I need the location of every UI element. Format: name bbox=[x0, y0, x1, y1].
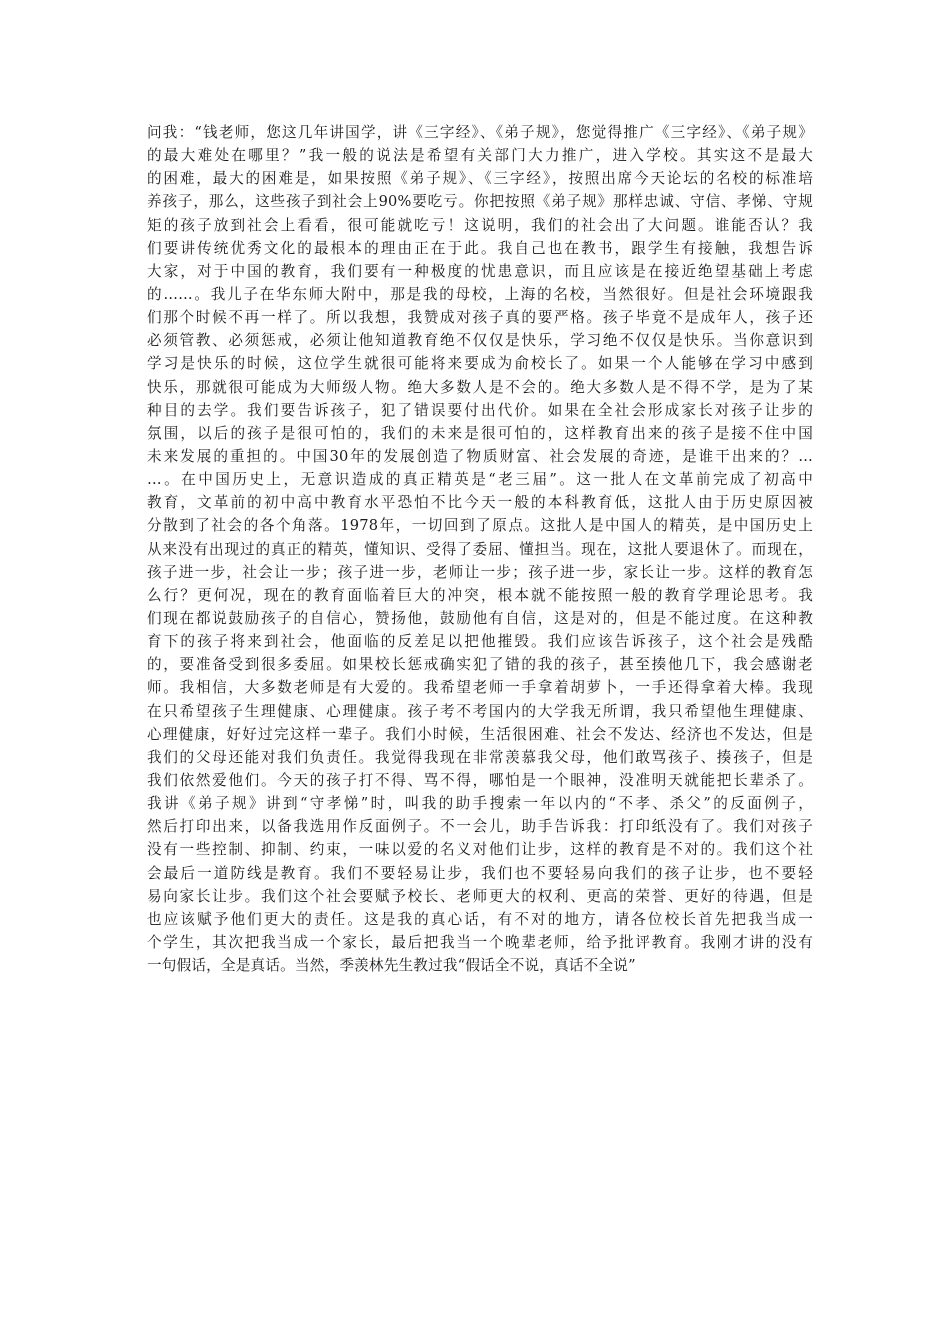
text-line: 个学生，其次把我当成一个家长，最后把我当一个晚辈老师，给予批评教育。我刚才讲的没有 bbox=[147, 933, 813, 951]
text-line: 没有一些控制、抑制、约束，一味以爱的名义对他们让步，这样的教育是不对的。我们这个社 bbox=[147, 841, 813, 859]
text-line: 孩子进一步，社会让一步；孩子进一步，老师让一步；孩子进一步，家长让一步。这样的教育怎 bbox=[147, 563, 813, 581]
text-line: 我讲《弟子规》讲到“守孝悌”时，叫我的助手搜索一年以内的“不孝、杀父”的反面例子， bbox=[147, 795, 813, 813]
text-line: 一句假话，全是真话。当然，季羡林先生教过我“假话全不说，真话不全说” bbox=[147, 957, 636, 975]
text-line: 矩的孩子放到社会上看看，很可能就吃亏！这说明，我们的社会出了大问题。谁能否认？我 bbox=[147, 216, 813, 234]
text-line: 会最后一道防线是教育。我们不要轻易让步，我们也不要轻易向我们的孩子让步，也不要轻 bbox=[147, 864, 813, 882]
text-line: …。在中国历史上，无意识造成的真正精英是“老三届”。这一批人在文革前完成了初高中 bbox=[147, 471, 813, 489]
text-line: 未来发展的重担的。中国30年的发展创造了物质财富、社会发展的奇迹，是谁干出来的？… bbox=[147, 447, 813, 465]
text-line: 们那个时候不再一样了。所以我想，我赞成对孩子真的要严格。孩子毕竟不是成年人，孩子还 bbox=[147, 309, 813, 327]
text-line: 种目的去学。我们要告诉孩子，犯了错误要付出代价。如果在全社会形成家长对孩子让步的 bbox=[147, 401, 813, 419]
text-line: 易向家长让步。我们这个社会要赋予校长、老师更大的权利、更高的荣誉、更好的待遇，但是 bbox=[147, 887, 813, 905]
text-line: 氛围，以后的孩子是很可怕的，我们的未来是很可怕的，这样教育出来的孩子是接不住中国 bbox=[147, 424, 813, 442]
text-line: 从来没有出现过的真正的精英，懂知识、受得了委屈、懂担当。现在，这批人要退休了。而现在， bbox=[147, 540, 813, 558]
text-line: 养孩子，那么，这些孩子到社会上90%要吃亏。你把按照《弟子规》那样忠诚、守信、孝悌、守规 bbox=[147, 193, 813, 211]
text-line: 的最大难处在哪里？”我一般的说法是希望有关部门大力推广，进入学校。其实这不是最大 bbox=[147, 147, 813, 165]
text-line: 快乐，那就很可能成为大师级人物。绝大多数人是不会的。绝大多数人是不得不学，是为了某 bbox=[147, 378, 813, 396]
text-line: 大家，对于中国的教育，我们要有一种极度的忧患意识，而且应该是在接近绝望基础上考虑 bbox=[147, 262, 813, 280]
text-line: 学习是快乐的时候，这位学生就很可能将来要成为俞校长了。如果一个人能够在学习中感到 bbox=[147, 355, 813, 373]
text-line: 教育，文革前的初中高中教育水平恐怕不比今天一般的本科教育低，这批人由于历史原因被 bbox=[147, 494, 813, 512]
text-line: 在只希望孩子生理健康、心理健康。孩子考不考国内的大学我无所谓，我只希望他生理健康、 bbox=[147, 702, 813, 720]
text-line: 必须管教、必须惩戒，必须让他知道教育绝不仅仅是快乐，学习绝不仅仅是快乐。当你意识到 bbox=[147, 332, 813, 350]
text-line: 心理健康，好好过完这样一辈子。我们小时候，生活很困难、社会不发达、经济也不发达，但是 bbox=[147, 725, 813, 743]
text-line: 也应该赋予他们更大的责任。这是我的真心话，有不对的地方，请各位校长首先把我当成一 bbox=[147, 910, 813, 928]
article-body bbox=[147, 121, 813, 977]
text-line: 的，要准备受到很多委屈。如果校长惩戒确实犯了错的我的孩子，甚至揍他几下，我会感谢老 bbox=[147, 656, 813, 674]
text-line: 分散到了社会的各个角落。1978年，一切回到了原点。这批人是中国人的精英，是中国历史上 bbox=[147, 517, 813, 535]
text-line: 么行？更何况，现在的教育面临着巨大的冲突，根本就不能按照一般的教育学理论思考。我 bbox=[147, 586, 813, 604]
text-line: 们要讲传统优秀文化的最根本的理由正在于此。我自己也在教书，跟学生有接触，我想告诉 bbox=[147, 239, 813, 257]
text-line: 然后打印出来，以备我选用作反面例子。不一会儿，助手告诉我：打印纸没有了。我们对孩子 bbox=[147, 818, 813, 836]
text-line: 我们的父母还能对我们负责任。我觉得我现在非常羡慕我父母，他们敢骂孩子、揍孩子，但是 bbox=[147, 748, 813, 766]
text-line: 的困难，最大的困难是，如果按照《弟子规》、《三字经》，按照出席今天论坛的名校的标准培 bbox=[147, 170, 813, 188]
text-line: 育下的孩子将来到社会，他面临的反差足以把他摧毁。我们应该告诉孩子，这个社会是残酷 bbox=[147, 633, 813, 651]
text-line: 我们依然爱他们。今天的孩子打不得、骂不得，哪怕是一个眼神，没准明天就能把长辈杀了。 bbox=[147, 771, 813, 789]
text-line: 的……。我儿子在华东师大附中，那是我的母校，上海的名校，当然很好。但是社会环境跟我 bbox=[147, 285, 813, 303]
text-line: 问我：“钱老师，您这几年讲国学，讲《三字经》、《弟子规》，您觉得推广《三字经》、《弟子规》 bbox=[147, 124, 813, 141]
text-line: 师。我相信，大多数老师是有大爱的。我希望老师一手拿着胡萝卜，一手还得拿着大棒。我现 bbox=[147, 679, 813, 697]
text-line: 们现在都说鼓励孩子的自信心，赞扬他，鼓励他有自信，这是对的，但是不能过度。在这种教 bbox=[147, 609, 813, 627]
